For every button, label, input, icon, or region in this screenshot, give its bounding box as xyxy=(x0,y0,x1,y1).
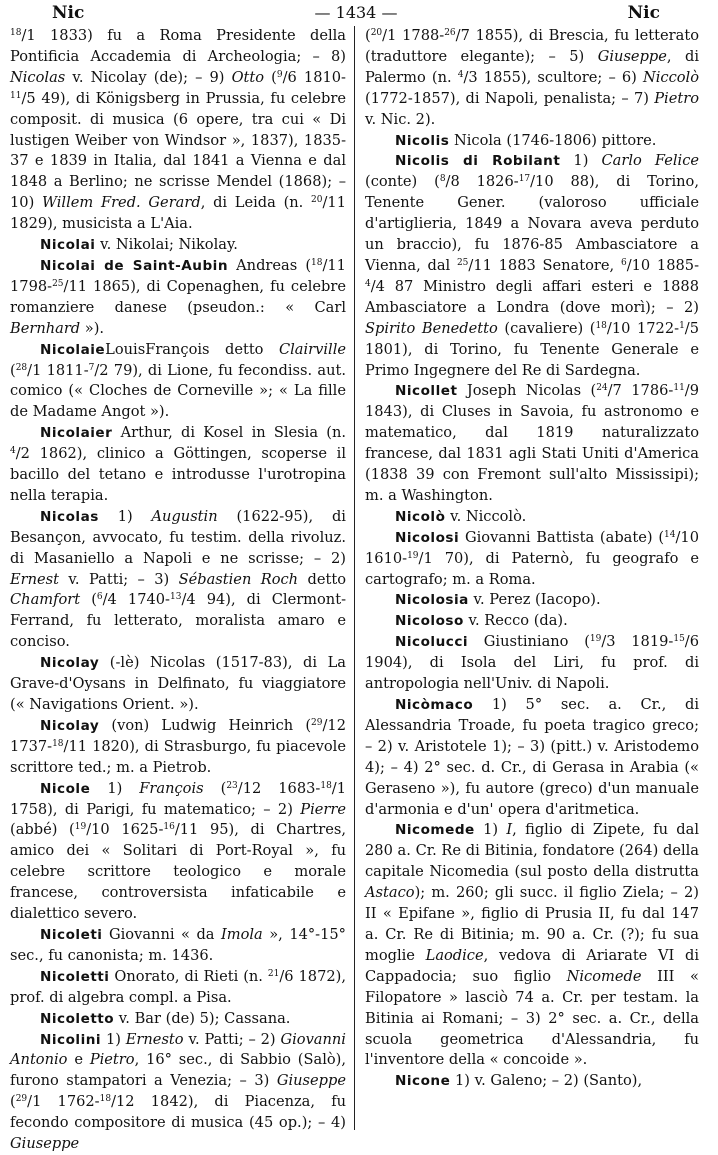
entry-headword: Nicolas xyxy=(40,508,99,525)
entry-text: v. Perez (Iacopo). xyxy=(468,591,601,609)
entry-continuation: ($^{20}$/1 1788-$^{26}$/7 1855), di Brescia, fu letterato (traduttore elegante); – 5) Giuseppe, di Palermo (n. $^4$/3 1855), scultore; – 6) Niccolò (1772-1857), di Napoli, penalista; – 7) Pietro v. Nic. 2). xyxy=(365,27,699,128)
dictionary-entry xyxy=(365,695,699,820)
dictionary-entry xyxy=(10,340,346,424)
dictionary-entry xyxy=(365,820,699,1071)
entry-text: v. Recco (da). xyxy=(463,612,568,630)
entry-text: LouisFrançois detto Clairville ($^{28}$/1 1811-$^7$/2 79), di Lione, fu fecondiss. aut. comico (« Cloches de Corneville »; « La fille de Madame Angot »). xyxy=(10,340,346,421)
dictionary-entry xyxy=(10,716,346,779)
dictionary-entry xyxy=(10,1030,346,1155)
entry-headword: Nicolay xyxy=(40,655,100,672)
dictionary-entry xyxy=(10,256,346,340)
entry-headword: Nicolis xyxy=(395,132,450,149)
entry-headword: Nicolosi xyxy=(395,529,460,546)
entry-headword: Nicolai xyxy=(40,237,96,254)
entry-text: Giustiniano ($^{19}$/3 1819-$^{15}$/6 1904), di Isola del Liri, fu prof. di antropologia nell'Univ. di Napoli. xyxy=(365,633,699,693)
right-column xyxy=(355,26,699,1126)
entry-text: Onorato, di Rieti (n. $^{21}$/6 1872), prof. di algebra compl. a Pisa. xyxy=(10,967,346,1006)
entry-text: 1) I, figlio di Zipete, fu dal 280 a. Cr. Re di Bitinia, fondatore (264) della capitale Nicomedia (sul posto della distrutta Astaco); m. 260; gli succ. il figlio Ziela; – 2) II « Epifane », figlio di Prusia II, fu dal 147 a. Cr. Re di Bitinia; m. 90 a. Cr. (?); fu sua moglie Laodice, vedova di Ariarate VI di Cappadocia; suo figlio Nicomede III « Filopatore » lasciò 74 a. Cr. per testam. la Bitinia ai Romani; – 3) 2° sec. a. Cr., della scuola geometrica d'Alessandria, fu l'inventore della « concoide ». xyxy=(365,821,699,1069)
entry-text: 1) 5° sec. a. Cr., di Alessandria Troade, fu poeta tragico greco; – 2) v. Aristotele 1); – 3) (pitt.) v. Aristodemo 4); – 4) 2° sec. d. Cr., di Gerasa in Arabia (« Geraseno »), fu autore (greco) d'un manuale d'armonia e d'un' opera d'aritmetica. xyxy=(365,696,699,818)
dictionary-entry xyxy=(10,779,346,925)
dictionary-entry xyxy=(365,528,699,591)
entry-text: v. Bar (de) 5); Cassana. xyxy=(114,1009,291,1027)
entry-headword: Nicoleti xyxy=(40,926,103,943)
entry-continuation: $^{18}$/1 1833) fu a Roma Presidente della Pontificia Accademia di Archeologia; – 8) Nicolas v. Nicolay (de); – 9) Otto ($^9$/6 1810-$^{11}$/5 49), di Königsberg in Prussia, fu celebre composit. di musica (6 opere, tra cui « Di lustigen Weiber von Windsor », 1837), 1835-37 e 1839 in Italia, dal 1841 a Vienna e dal 1848 a Berlino; ne scrisse Mendel (1868); – 10) Willem Fred. Gerard, di Leida (n. $^{20}$/11 1829), musicista a L'Aia. xyxy=(10,27,346,233)
dictionary-entry xyxy=(365,131,699,152)
dictionary-entry xyxy=(365,151,699,381)
dictionary-entry xyxy=(10,507,346,653)
running-head xyxy=(10,2,710,26)
dictionary-entry xyxy=(10,925,346,967)
entry-text: 1) Ernesto v. Patti; – 2) Giovanni Antonio e Pietro, 16° sec., di Sabbio (Salò), furono stampatori a Venezia; – 3) Giuseppe ($^{29}$/1 1762-$^{18}$/12 1842), di Piacenza, fu fecondo compositore di musica (45 op.); – 4) Giuseppe xyxy=(10,1030,347,1153)
dictionary-entry xyxy=(10,1009,346,1030)
entry-headword: Nicolucci xyxy=(395,634,469,651)
entry-headword: Nicolosia xyxy=(395,592,469,609)
entry-text: Giovanni Battista (abate) ($^{14}$/10 1610-$^{19}$/1 70), di Paternò, fu geografo e cartografo; m. a Roma. xyxy=(365,528,699,588)
entry-headword: Nicolis di Robilant xyxy=(395,153,561,170)
entry-text: 1) François ($^{23}$/12 1683-$^{18}$/1 1758), di Parigi, fu matematico; – 2) Pierre (abbé) ($^{19}$/10 1625-$^{16}$/11 95), di Chartres, amico dei « Solitari di Port-Royal », fu celebre scrittore teologico e morale francese, controversista infaticabile e dialettico severo. xyxy=(10,779,347,923)
columns xyxy=(10,26,710,1153)
dictionary-entry xyxy=(365,611,699,632)
entry-text: Andreas ($^{18}$/11 1798-$^{25}$/11 1865), di Copenaghen, fu celebre romanziere danese (pseudon.: « Carl Bernhard »). xyxy=(10,256,346,337)
entry-text: (von) Ludwig Heinrich ($^{29}$/12 1737-$^{18}$/11 1820), di Strasburgo, fu piacevole scrittore ted.; m. a Pietrob. xyxy=(10,716,346,776)
entry-headword: Nicollet xyxy=(395,383,458,400)
entry-text: (-lè) Nicolas (1517-83), di La Grave-d'Oysans in Delfinato, fu viaggiatore (« Navigations Orient. »). xyxy=(10,654,346,713)
dictionary-entry xyxy=(365,381,699,506)
entry-headword: Nicolini xyxy=(40,1031,102,1048)
entry-text: v. Nikolai; Nikolay. xyxy=(95,236,238,254)
entry-text: Nicola (1746-1806) pittore. xyxy=(449,131,657,149)
header-right-word: Nic xyxy=(627,3,660,23)
entry-headword: Nicolay xyxy=(40,717,100,734)
entry-headword: Nicolaier xyxy=(40,425,113,442)
dictionary-entry xyxy=(10,967,346,1009)
dictionary-entry xyxy=(365,507,699,528)
page-number: — 1434 — xyxy=(314,3,398,22)
dictionary-entry xyxy=(365,1071,699,1092)
entry-text: Arthur, di Kosel in Slesia (n. $^4$/2 1862), clinico a Göttingen, scoperse il bacillo del tetano e introdusse l'urotropina nella terapia. xyxy=(10,424,346,504)
entry-headword: Nicoloso xyxy=(395,613,464,630)
entry-headword: Nicòmaco xyxy=(395,697,474,713)
entry-headword: Nicolaie xyxy=(40,341,106,358)
entry-text: v. Niccolò. xyxy=(445,507,527,525)
entry-text: 1) Augustin (1622-95), di Besançon, avvocato, fu testim. della rivoluz. di Masaniello a Napoli e ne scrisse; – 2) Ernest v. Patti; – 3) Sébastien Roch detto Chamfort ($^6$/4 1740-$^{13}$/4 94), di Clermont-Ferrand, fu letterato, moralista amaro e conciso. xyxy=(10,507,346,651)
entry-headword: Nicolai de Saint-Aubin xyxy=(40,257,229,274)
entry-text: Joseph Nicolas ($^{24}$/7 1786-$^{11}$/9 1843), di Cluses in Savoia, fu astronomo e matematico, dal 1819 naturalizzato francese, dal 1831 agli Stati Uniti d'America (1838 39 con Fremont sull'alto Mississipi); m. a Washington. xyxy=(365,382,699,504)
left-column xyxy=(10,26,354,1153)
dictionary-entry xyxy=(10,235,346,256)
entry-headword: Nicole xyxy=(40,780,91,797)
header-left-word: Nic xyxy=(52,3,85,23)
entry-text: 1) Carlo Felice (conte) ($^8$/8 1826-$^{17}$/10 88), di Torino, Tenente Gener. (valoroso ufficiale d'artiglieria, 1849 a Novara aveva perduto un braccio), fu 1876-85 Ambasciatore a Vienna, dal $^{25}$/11 1883 Senatore, $^6$/10 1885-$^4$/4 87 Ministro degli affari esteri e 1888 Ambasciatore a Londra (dove morì); – 2) Spirito Benedetto (cavaliere) ($^{18}$/10 1722-$^1$/5 1801), di Torino, fu Tenente Generale e Primo Ingegnere del Re di Sardegna. xyxy=(365,152,700,379)
dictionary-entry xyxy=(365,590,699,611)
entry-headword: Nicoletto xyxy=(40,1010,115,1027)
entry-headword: Nicomede xyxy=(395,822,475,839)
entry-headword: Nicolò xyxy=(395,508,446,525)
dictionary-entry xyxy=(10,423,346,507)
dictionary-entry xyxy=(365,632,699,695)
entry-text: Giovanni « da Imola », 14°-15° sec., fu canonista; m. 1436. xyxy=(10,925,346,964)
entry-headword: Nicone xyxy=(395,1073,451,1090)
dictionary-entry xyxy=(10,653,346,716)
entry-headword: Nicoletti xyxy=(40,968,110,985)
entry-text: 1) v. Galeno; – 2) (Santo), xyxy=(450,1072,643,1090)
